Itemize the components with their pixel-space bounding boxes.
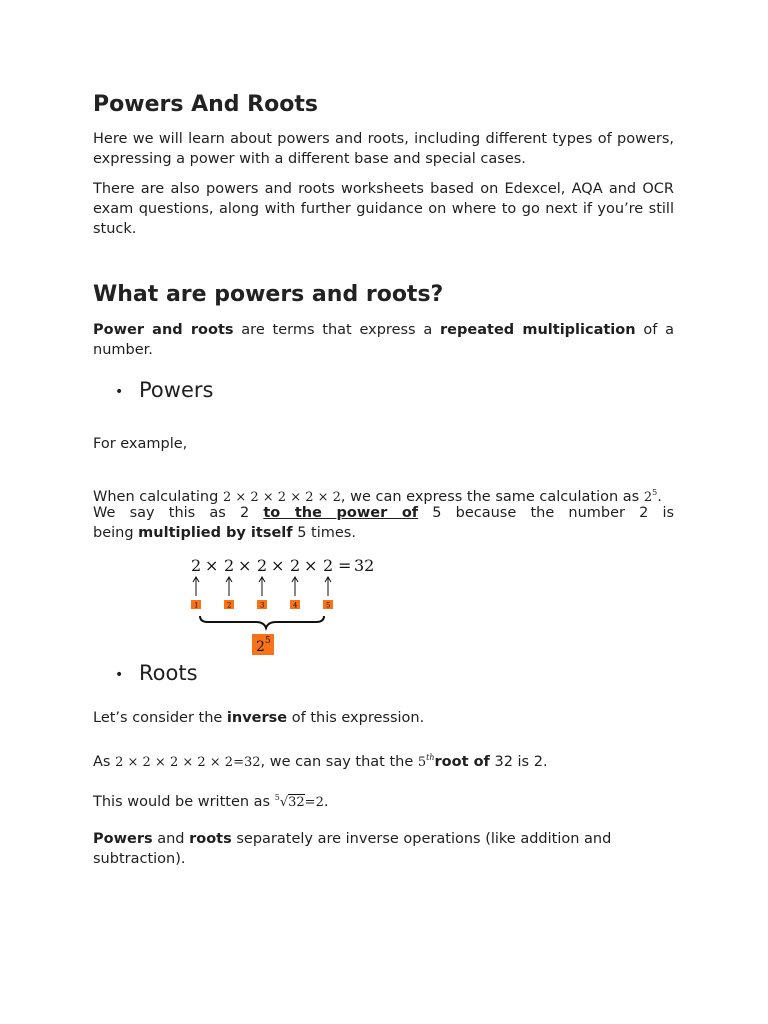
- definition-text-2: of a number.: [93, 322, 674, 358]
- inverse-line: [93, 708, 674, 728]
- equation-row: [191, 556, 374, 575]
- calc-end: .: [657, 488, 662, 505]
- written-line: [93, 788, 674, 813]
- intro-paragraph-2: There are also powers and roots worksheets based on Edexcel, AQA and OCR exam questions, along with further guidance on where to go next if you’re still stuck.: [93, 181, 674, 237]
- result-exponent: 5: [265, 636, 271, 646]
- say-word: number 2 is: [568, 505, 675, 521]
- counter-label: 3: [260, 601, 265, 610]
- equation-result: 32: [354, 556, 375, 575]
- definition-bold-2: repeated multiplication: [440, 322, 636, 338]
- equation-number: 2: [191, 556, 202, 575]
- equation-operator: =: [338, 556, 352, 575]
- equation-operator: ×: [205, 556, 219, 575]
- say-word: We: [93, 505, 116, 521]
- up-arrow-icon: [226, 577, 232, 596]
- up-arrow-icon: [292, 577, 298, 596]
- root-index: 5: [274, 793, 280, 802]
- equation-operator: ×: [238, 556, 252, 575]
- definition-text-1: are terms that express a: [233, 322, 441, 338]
- counter-label: 4: [293, 601, 298, 610]
- closing-bold-roots: roots: [189, 831, 232, 847]
- bullet-icon: •: [115, 667, 124, 683]
- root-of-bold: root of: [434, 753, 490, 770]
- root-result: =2: [304, 794, 324, 810]
- equation-number: 2: [290, 556, 301, 575]
- multiplied-line: [93, 523, 674, 543]
- brace-icon: [200, 616, 324, 628]
- inverse-prefix: Let’s consider the: [93, 710, 227, 726]
- as-middle: , we can say that the: [260, 753, 418, 770]
- closing-bold-powers: Powers: [93, 831, 153, 847]
- up-arrow-icon: [193, 577, 199, 596]
- result-base: 2: [256, 639, 265, 655]
- as-ordinal: th: [426, 753, 435, 762]
- example-label: For example,: [93, 436, 188, 452]
- inverse-suffix: of this expression.: [287, 710, 425, 726]
- say-word: the: [530, 505, 555, 521]
- equation-operator: ×: [271, 556, 285, 575]
- radicand: 32: [288, 794, 305, 810]
- equation-number: 2: [224, 556, 235, 575]
- radical-sign-icon: √: [279, 794, 289, 810]
- counter-row: [191, 600, 333, 610]
- calc-prefix: When calculating: [93, 488, 223, 505]
- multiplied-bold: multiplied by itself: [138, 525, 293, 541]
- say-word: 5 because: [432, 505, 517, 521]
- bullet-icon: •: [115, 384, 124, 400]
- arrow-row: [193, 577, 331, 596]
- multiplied-suffix: 5 times.: [292, 525, 356, 541]
- say-line: [93, 503, 674, 523]
- counter-label: 1: [194, 601, 199, 610]
- to-the-power-of-underlined: to the power of: [263, 505, 419, 521]
- as-prefix: As: [93, 753, 116, 770]
- equation-operator: ×: [304, 556, 318, 575]
- up-arrow-icon: [325, 577, 331, 596]
- definition-bold-1: Power and roots: [93, 322, 234, 338]
- power-diagram: [188, 550, 488, 660]
- calc-base: 2: [643, 489, 653, 505]
- closing-paragraph: [93, 829, 674, 869]
- as-suffix: 32 is 2.: [489, 753, 548, 770]
- written-end: .: [323, 793, 329, 810]
- as-expression: 2 × 2 × 2 × 2 × 2=32: [115, 754, 261, 770]
- powers-heading-text: Powers: [139, 378, 214, 402]
- say-word: as 2: [209, 505, 250, 521]
- roots-heading-text: Roots: [139, 661, 198, 685]
- closing-and: and: [152, 831, 190, 847]
- calc-expression: 2 × 2 × 2 × 2 × 2: [222, 489, 341, 505]
- up-arrow-icon: [259, 577, 265, 596]
- root-statement-line: [93, 748, 674, 773]
- inverse-bold: inverse: [226, 710, 288, 726]
- say-word: this: [168, 505, 196, 521]
- say-word: say: [129, 505, 155, 521]
- counter-label: 2: [227, 601, 232, 610]
- written-prefix: This would be written as: [93, 793, 275, 810]
- closing-text: separately are inverse operations (like addition and subtraction).: [93, 831, 612, 867]
- multiplied-prefix: being: [93, 525, 139, 541]
- counter-label: 5: [326, 601, 331, 610]
- equation-number: 2: [257, 556, 268, 575]
- page-title: Powers And Roots: [93, 92, 318, 117]
- calc-middle: , we can express the same calculation as: [340, 488, 644, 505]
- section-heading: What are powers and roots?: [93, 282, 444, 307]
- intro-paragraph-1: Here we will learn about powers and roots, including different types of powers, expressing a power with a different base and special cases.: [93, 131, 674, 167]
- definition-paragraph: [93, 320, 674, 360]
- equation-number: 2: [323, 556, 334, 575]
- as-number: 5: [417, 754, 427, 770]
- calc-exponent: 5: [652, 488, 658, 497]
